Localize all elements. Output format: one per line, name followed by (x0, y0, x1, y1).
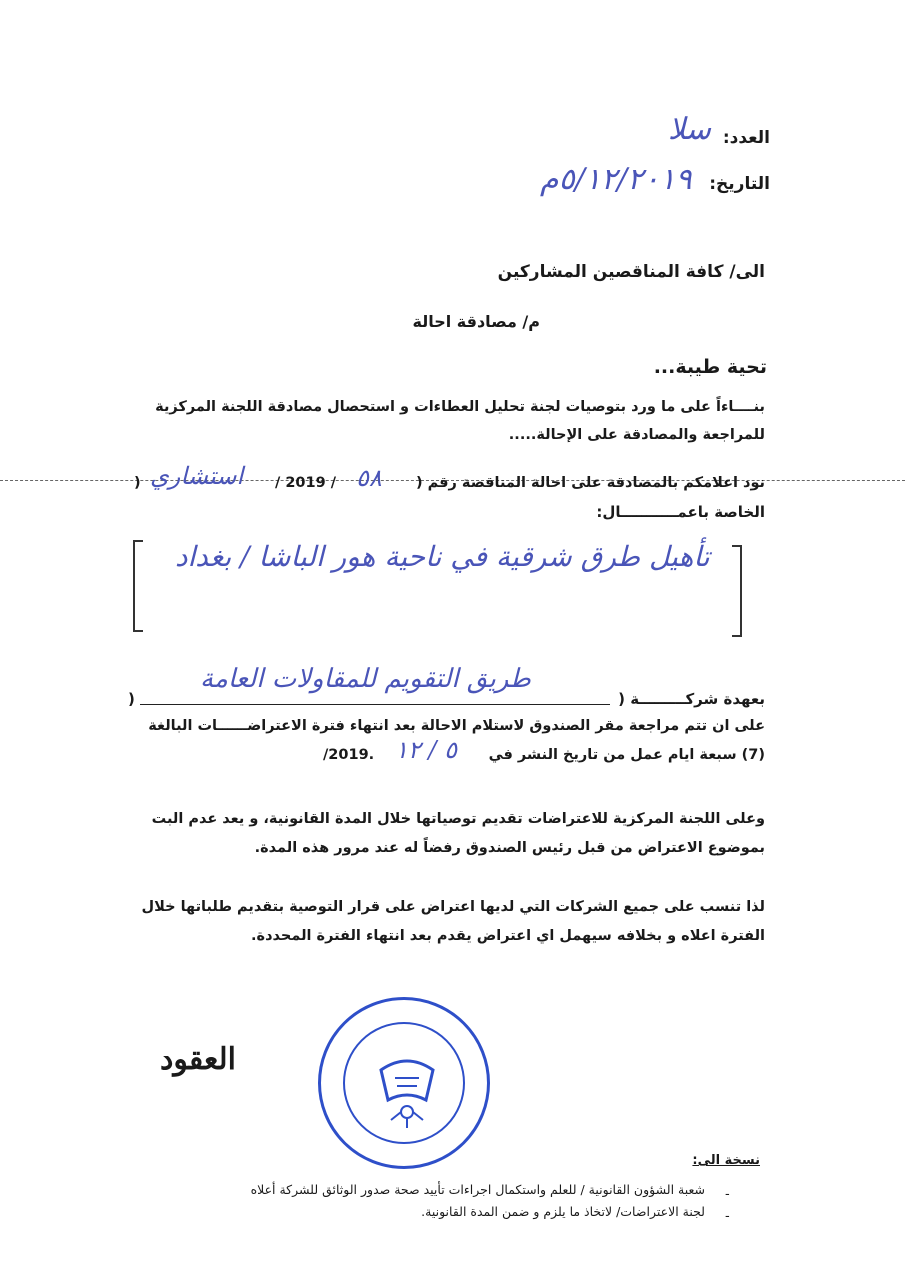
copy-to-bullet-2: - (725, 1209, 730, 1224)
works-bracket-right (732, 545, 742, 637)
greeting: تحية طيبة... (653, 356, 767, 378)
copy-to-item-1: شعبة الشؤون القانونية / للعلم واستكمال اجراءات تأييد صحة صدور الوثائق للشركة أعلاه (250, 1182, 705, 1197)
paragraph2-handwritten-date: ٥ / ١٢ (395, 736, 458, 764)
paragraph1-line1: بنــــاءاً على ما ورد بتوصيات لجنة تحليل العطاءات و استحصال مصادقة اللجنة المركزية (155, 399, 765, 415)
paragraph4-line2: الفترة اعلاه و بخلافه سيهمل اي اعتراض يقدم بعد انتهاء الفترة المحددة. (251, 928, 765, 944)
copy-to-label: نسخة الى: (692, 1153, 760, 1168)
tender-prefix: نود اعلامكم بالمصادقة على احالة المناقصة رقم ( (415, 475, 765, 491)
paragraph3-line2: بموضوع الاعتراض من قبل رئيس الصندوق رفضاً له عند مرور هذه المدة. (254, 840, 765, 856)
number-label: العدد: (722, 128, 770, 148)
date-handwritten: ٥/١٢/٢٠١٩م (540, 162, 692, 197)
paragraph2-line1: على ان تتم مراجعة مقر الصندوق لاستلام الاحالة بعد انتهاء فترة الاعتراضــــــات البالغة (148, 718, 765, 734)
number-handwritten: سلا (668, 112, 712, 147)
company-underline (140, 704, 610, 705)
subject-line: م/ مصادقة احالة (412, 312, 540, 331)
copy-to-bullet-1: - (725, 1187, 730, 1202)
works-bracket-left (133, 540, 143, 632)
tender-handwritten-type: استشاري (150, 462, 244, 490)
recipient-line: الى/ كافة المناقصين المشاركين (497, 262, 765, 282)
company-label: بعهدة شركـــــــــة ( (618, 690, 765, 708)
seal-emblem-icon (321, 1000, 493, 1172)
copy-to-item-2: لجنة الاعتراضات/ لاتخاذ ما يلزم و ضمن المدة القانونية. (421, 1204, 705, 1219)
tender-year: / 2019 / (275, 475, 337, 491)
paragraph1-line2: للمراجعة والمصادقة على الإحالة..... (508, 427, 765, 443)
company-handwritten: طريق التقويم للمقاولات العامة (200, 664, 531, 694)
date-label: التاريخ: (709, 174, 770, 194)
works-label: الخاصة باعمـــــــــــال: (596, 503, 765, 521)
paragraph3-line1: وعلى اللجنة المركزية للاعتراضات تقديم توصياتها خلال المدة القانونية، و يعد عدم البت (151, 811, 765, 827)
paragraph2-line2-suffix: /2019. (323, 747, 375, 763)
tender-suffix: ) (134, 475, 141, 491)
official-seal (318, 997, 490, 1169)
paragraph2-line2-prefix: (7) سبعة ايام عمل من تاريخ النشر في (488, 747, 765, 763)
tender-handwritten-number: ٥٨ (356, 464, 382, 492)
company-suffix: ) (128, 690, 135, 708)
paragraph4-line1: لذا تنسب على جميع الشركات التي لديها اعتراض على قرار التوصية بتقديم طلباتها خلال (141, 899, 765, 915)
works-handwritten: تأهيل طرق شرقية في ناحية هور الباشا / بغداد (175, 540, 710, 573)
signature-department: العقود (160, 1042, 236, 1077)
